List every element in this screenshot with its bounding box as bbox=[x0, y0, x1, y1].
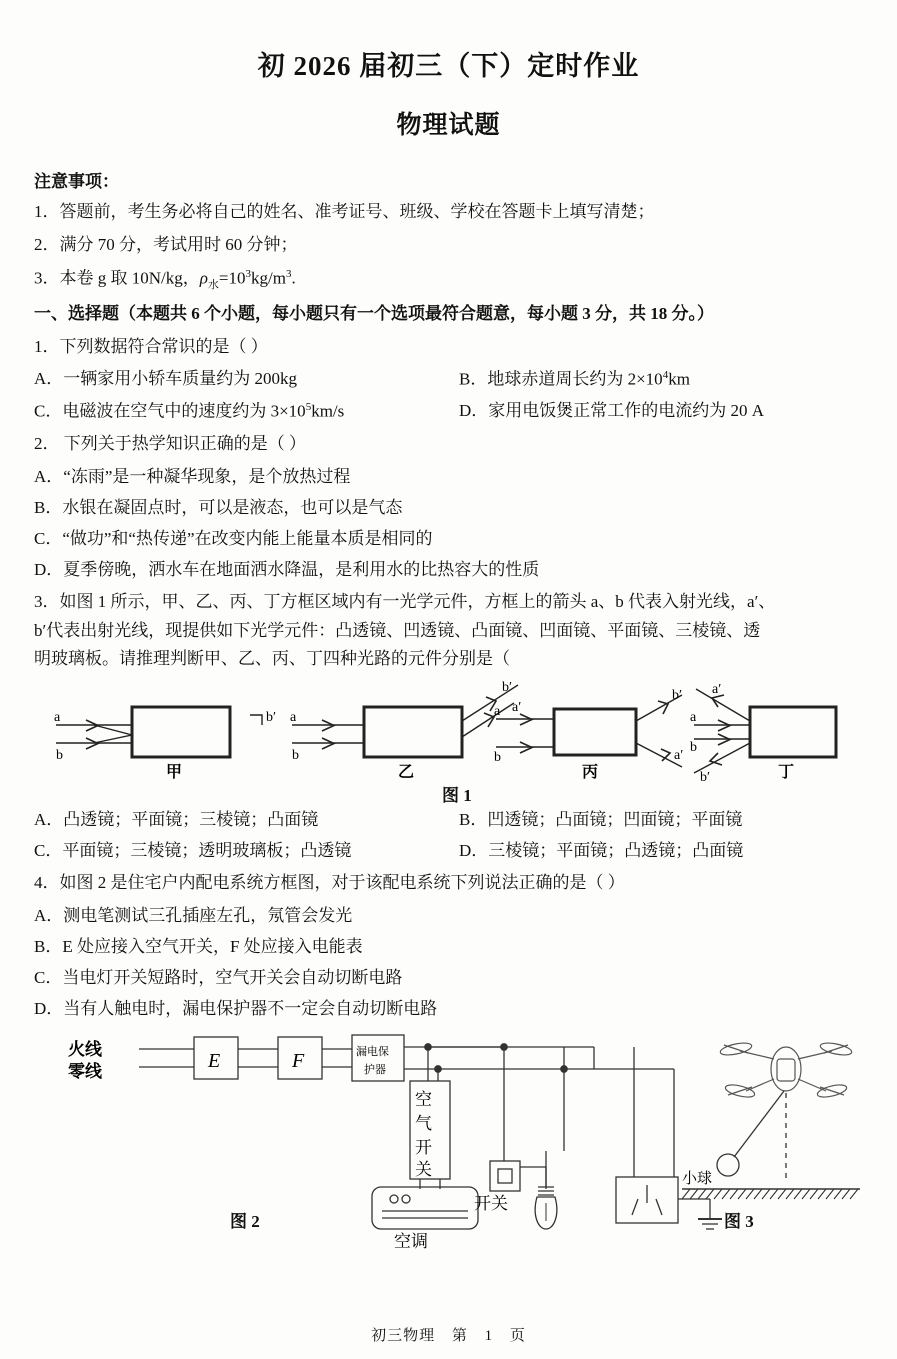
question-1-option-c bbox=[34, 400, 459, 423]
footer-page-prefix: 第 bbox=[451, 1328, 468, 1344]
ray-label-b-bing: b bbox=[494, 749, 501, 765]
option-text: 水银在凝固点时，可以是液态，也可以是气态 bbox=[62, 497, 403, 517]
figure-1-box-name-jia: 甲 bbox=[166, 763, 183, 781]
label-air-switch-char1: 空 bbox=[415, 1090, 432, 1109]
option-text: 家用电饭煲正常工作的电流约为 20 A bbox=[488, 401, 765, 421]
rho-unit-exponent: 3 bbox=[285, 267, 292, 280]
figure-3-caption: 图 3 bbox=[724, 1212, 754, 1231]
question-3-option-d bbox=[459, 840, 871, 862]
option-text: 夏季傍晚，洒水车在地面洒水降温，是利用水的比热容大的性质 bbox=[63, 559, 540, 579]
box-jia bbox=[132, 707, 230, 757]
option-text: E 处应接入空气开关，F 处应接入电能表 bbox=[62, 936, 363, 956]
question-2-number: 2． bbox=[34, 433, 60, 453]
option-label: D． bbox=[459, 840, 489, 860]
figure-2-caption: 图 2 bbox=[230, 1212, 260, 1231]
figure-1-box-name-ding: 丁 bbox=[778, 763, 795, 781]
question-3-stem-line-2: b′代表出射光线，现提供如下光学元件：凸透镜、凹透镜、凸面镜、凹面镜、平面镜、三棱镜、透 bbox=[34, 620, 761, 640]
question-1-options-row-2 bbox=[34, 400, 871, 423]
figure-1 bbox=[34, 679, 871, 805]
option-text: 凸透镜；平面镜；三棱镜；凸面镜 bbox=[63, 809, 319, 829]
question-2-option-d bbox=[34, 559, 871, 581]
label-meter-e: E bbox=[208, 1050, 221, 1072]
question-2-option-c bbox=[34, 528, 871, 550]
question-4-option-b bbox=[34, 936, 871, 958]
question-3-stem-line-3: 明玻璃板。请推理判断甲、乙、丙、丁四种光路的元件分别是（ bbox=[34, 649, 510, 669]
question-3-options-row-1 bbox=[34, 809, 871, 831]
notice-item-2: 2．满分 70 分，考试用时 60 分钟； bbox=[34, 234, 298, 254]
question-3-option-b bbox=[459, 809, 871, 831]
option-label: C． bbox=[34, 528, 63, 548]
label-ball: 小球 bbox=[682, 1170, 713, 1187]
ray-label-a-yi: a bbox=[290, 709, 297, 725]
label-rcd-line1: 漏电保 bbox=[356, 1046, 389, 1058]
figure-1-box-name-yi: 乙 bbox=[398, 763, 415, 781]
question-2-stem bbox=[34, 432, 871, 457]
option-text: 当有人触电时，漏电保护器不一定会自动切断电路 bbox=[63, 998, 438, 1018]
question-1-options-row-1 bbox=[34, 368, 871, 391]
option-text: 凹透镜；凸面镜；凹面镜；平面镜 bbox=[487, 809, 743, 829]
ray-label-aprime-yi: a′ bbox=[512, 699, 522, 715]
ray-label-a-bing: a bbox=[494, 703, 501, 719]
footer-page-suffix: 页 bbox=[509, 1328, 526, 1344]
notice-item-3-prefix: 3．本卷 g 取 10N/kg， bbox=[34, 268, 200, 288]
ray-label-bprime-jia: b′ bbox=[266, 709, 277, 725]
rho-subscript: 水 bbox=[207, 278, 219, 291]
drone-graphic bbox=[719, 1041, 852, 1100]
question-2-text: 下列关于热学知识正确的是（ ） bbox=[63, 433, 306, 453]
option-label: C． bbox=[34, 401, 63, 421]
air-conditioner-body bbox=[372, 1187, 478, 1229]
option-text: 测电笔测试三孔插座左孔，氖管会发光 bbox=[63, 905, 353, 925]
question-1-stem bbox=[34, 335, 871, 360]
pendulum-ball bbox=[717, 1154, 739, 1176]
switch-box bbox=[490, 1161, 520, 1191]
question-1-text: 下列数据符合常识的是（ ） bbox=[59, 336, 268, 356]
page-title: 初 2026 届初三（下）定时作业 bbox=[257, 51, 640, 81]
notice-item-1: 1．答题前，考生务必将自己的姓名、准考证号、班级、学校在答题卡上填写清楚； bbox=[34, 202, 655, 221]
rho-suffix: . bbox=[291, 268, 296, 288]
question-3-option-c bbox=[34, 840, 459, 862]
option-label: A． bbox=[34, 905, 64, 925]
figure-1-caption: 图 1 bbox=[442, 785, 472, 805]
question-1-number: 1． bbox=[34, 336, 60, 356]
junction-node bbox=[501, 1044, 507, 1050]
option-text: 三棱镜；平面镜；凸透镜；凸面镜 bbox=[488, 840, 744, 860]
label-rcd-line2: 护器 bbox=[364, 1064, 386, 1076]
option-label: A． bbox=[34, 369, 64, 389]
page-subtitle: 物理试题 bbox=[396, 112, 501, 139]
question-3-option-a bbox=[34, 809, 459, 831]
question-3-stem-line-1: 3．如图 1 所示，甲、乙、丙、丁方框区域内有一光学元件，方框上的箭头 a、b 代表入射光线，a′、 bbox=[34, 591, 776, 611]
option-label: C． bbox=[34, 967, 63, 987]
option-text: 平面镜；三棱镜；透明玻璃板；凸透镜 bbox=[62, 840, 352, 860]
label-air-conditioner: 空调 bbox=[394, 1232, 428, 1251]
bprime-tick-jia bbox=[250, 715, 262, 725]
ray-label-bprime-ding: b′ bbox=[700, 769, 711, 785]
rho-symbol: ρ bbox=[199, 268, 208, 288]
question-4-option-d bbox=[34, 998, 871, 1020]
junction-node bbox=[561, 1066, 567, 1072]
label-meter-f: F bbox=[292, 1050, 305, 1072]
notice-heading: 注意事项： bbox=[34, 172, 119, 191]
ray-label-b-jia: b bbox=[56, 747, 63, 763]
ray-label-aprime-ding: a′ bbox=[712, 681, 722, 697]
question-1-option-d bbox=[459, 400, 871, 423]
ray-label-aprime-bing: a′ bbox=[674, 747, 684, 763]
option-label: D． bbox=[34, 559, 64, 579]
ray-label-b-ding: b bbox=[690, 739, 697, 755]
label-switch: 开关 bbox=[474, 1194, 508, 1213]
document-body bbox=[0, 167, 897, 1251]
question-3-options-row-2 bbox=[34, 840, 871, 862]
question-4-option-a bbox=[34, 905, 871, 927]
option-label: C． bbox=[34, 840, 63, 860]
question-2-option-a bbox=[34, 466, 871, 488]
question-4-option-c bbox=[34, 967, 871, 989]
box-yi bbox=[364, 707, 462, 757]
rho-unit: kg/m bbox=[251, 268, 286, 288]
figure-2-svg bbox=[34, 1029, 874, 1251]
exam-page bbox=[0, 44, 897, 1359]
option-label: B． bbox=[34, 936, 63, 956]
rho-equals: =10 bbox=[218, 268, 246, 288]
option-text: 地球赤道周长约为 2×10 bbox=[487, 370, 663, 390]
ray-label-bprime-yi: b′ bbox=[502, 679, 513, 695]
option-label: D． bbox=[459, 401, 489, 421]
page-footer bbox=[0, 1324, 897, 1345]
question-4-stem bbox=[34, 871, 871, 896]
option-label: B． bbox=[459, 809, 488, 829]
notice-item-3 bbox=[34, 267, 871, 292]
question-2-option-b bbox=[34, 497, 871, 519]
question-4-number: 4． bbox=[34, 872, 60, 892]
option-label: A． bbox=[34, 809, 64, 829]
label-live-wire: 火线 bbox=[68, 1040, 102, 1059]
label-neutral-wire: 零线 bbox=[68, 1062, 102, 1081]
option-label: D． bbox=[34, 998, 64, 1018]
option-exponent: 4 bbox=[662, 369, 669, 382]
label-air-switch-char3: 开 bbox=[415, 1138, 432, 1157]
option-label: B． bbox=[459, 370, 488, 390]
figure-2-and-3 bbox=[34, 1029, 871, 1251]
option-text: 电磁波在空气中的速度约为 3×10 bbox=[62, 401, 306, 421]
ray-label-bprime-bing: b′ bbox=[672, 687, 683, 703]
box-ding bbox=[750, 707, 836, 757]
question-4-text: 如图 2 是住宅户内配电系统方框图，对于该配电系统下列说法正确的是（ ） bbox=[59, 872, 625, 892]
box-bing bbox=[554, 709, 636, 755]
label-air-switch-char4: 关 bbox=[415, 1160, 432, 1179]
option-text: “冻雨”是一种凝华现象，是个放热过程 bbox=[63, 466, 351, 486]
option-label: A． bbox=[34, 466, 64, 486]
figure-1-box-name-bing: 丙 bbox=[582, 763, 599, 781]
footer-page-number: 1 bbox=[484, 1328, 494, 1344]
option-text: “做功”和“热传递”在改变内能上能量本质是相同的 bbox=[62, 528, 433, 548]
option-exponent: 5 bbox=[305, 401, 312, 414]
section-heading-choice: 一、选择题（本题共 6 个小题，每小题只有一个选项最符合题意，每小题 3 分，共 18 分。） bbox=[34, 303, 714, 323]
label-air-switch-char2: 气 bbox=[415, 1114, 432, 1133]
question-1-option-b bbox=[459, 368, 871, 391]
ray-label-a-jia: a bbox=[54, 709, 61, 725]
question-1-option-a bbox=[34, 368, 459, 391]
option-text: 一辆家用小轿车质量约为 200kg bbox=[63, 369, 298, 389]
ray-label-a-ding: a bbox=[690, 709, 697, 725]
footer-subject: 初三物理 bbox=[371, 1328, 436, 1344]
option-unit: km bbox=[668, 370, 690, 390]
ray-label-b-yi: b bbox=[292, 747, 299, 763]
option-text: 当电灯开关短路时，空气开关会自动切断电路 bbox=[62, 967, 403, 987]
rho-exponent: 3 bbox=[245, 267, 252, 280]
option-unit: km/s bbox=[311, 401, 345, 421]
option-label: B． bbox=[34, 497, 63, 517]
